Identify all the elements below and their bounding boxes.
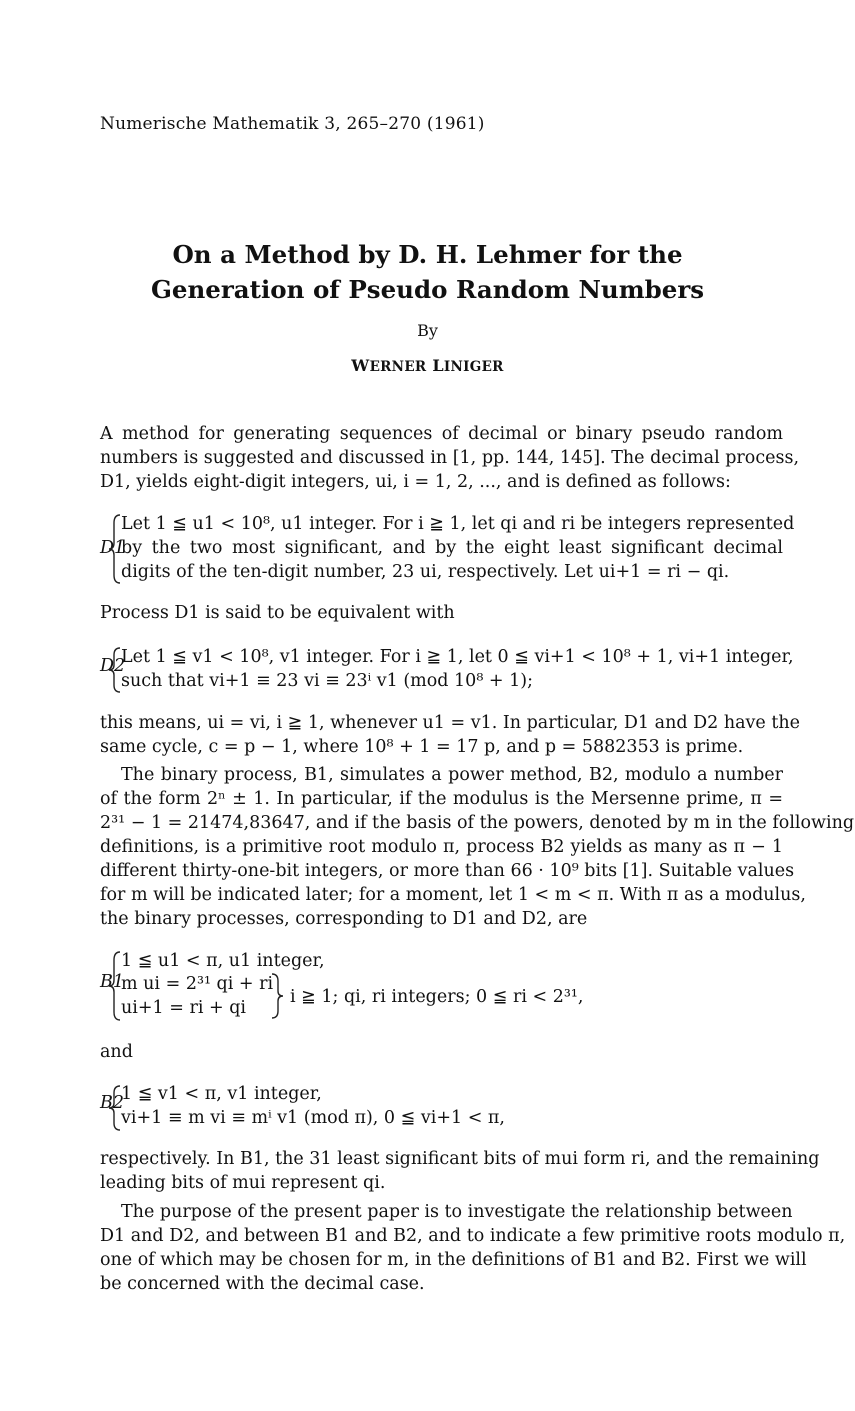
b2-line-1: 1 ≦ v1 < π, v1 integer,: [121, 1084, 322, 1104]
b2-label: B2: [100, 1093, 124, 1113]
b1-line-3: ui+1 = ri + qi: [121, 998, 247, 1018]
paper-title-line-2: Generation of Pseudo Random Numbers: [150, 275, 705, 304]
p2-line: Process D1 is said to be equivalent with: [100, 603, 455, 623]
p5-line-1: respectively. In B1, the 31 least significant bits of mui form ri, and the remaining: [100, 1149, 820, 1169]
p6-line-1: The purpose of the present paper is to investigate the relationship between: [121, 1202, 793, 1222]
p5-line-2: leading bits of mui represent qi.: [100, 1173, 386, 1193]
p4-line-3: 2³¹ − 1 = 21474,83647, and if the basis of the powers, denoted by m in the following: [100, 813, 855, 833]
b1-right-brace: [270, 972, 284, 1020]
b1-condition: i ≧ 1; qi, ri integers; 0 ≦ ri < 2³¹,: [290, 987, 584, 1007]
p6-line-3: one of which may be chosen for m, in the definitions of B1 and B2. First we will: [100, 1250, 807, 1270]
d1-brace: [108, 513, 122, 585]
p4-line-7: the binary processes, corresponding to D1 and D2, are: [100, 909, 588, 929]
b2-line-2: vi+1 ≡ m vi ≡ mⁱ v1 (mod π), 0 ≦ vi+1 < π,: [121, 1108, 505, 1128]
author-last-initial: L: [432, 356, 444, 375]
d1-line-3: digits of the ten-digit number, 23 ui, respectively. Let ui+1 = ri − qi.: [121, 562, 730, 582]
author-last-rest: INIGER: [443, 359, 504, 375]
p1-line-1: A method for generating sequences of decimal or binary pseudo random: [100, 424, 783, 444]
d1-line-1: Let 1 ≦ u1 < 10⁸, u1 integer. For i ≧ 1, let qi and ri be integers represented: [121, 514, 795, 534]
d1-line-2: by the two most significant, and by the eight least significant decimal: [121, 538, 783, 558]
p6-line-4: be concerned with the decimal case.: [100, 1274, 425, 1294]
p3-line-1: this means, ui = vi, i ≧ 1, whenever u1 = v1. In particular, D1 and D2 have the: [100, 713, 800, 733]
p6-line-2: D1 and D2, and between B1 and B2, and to indicate a few primitive roots modulo π,: [100, 1226, 846, 1246]
d2-line-2: such that vi+1 ≡ 23 vi ≡ 23ⁱ v1 (mod 10⁸ + 1);: [121, 671, 533, 691]
d1-label: D1: [100, 538, 126, 558]
p3-line-2: same cycle, c = p − 1, where 10⁸ + 1 = 17 p, and p = 5882353 is prime.: [100, 737, 744, 757]
p1-line-3: D1, yields eight-digit integers, ui, i = 1, 2, ..., and is defined as follows:: [100, 472, 731, 492]
p4-line-6: for m will be indicated later; for a moment, let 1 < m < π. With π as a modulus,: [100, 885, 806, 905]
d2-label: D2: [100, 656, 126, 676]
b2-brace: [108, 1084, 122, 1132]
p4-line-4: definitions, is a primitive root modulo π, process B2 yields as many as π − 1: [100, 837, 783, 857]
and-word: and: [100, 1042, 133, 1062]
p4-line-1: The binary process, B1, simulates a power method, B2, modulo a number: [121, 765, 783, 785]
b1-line-1: 1 ≦ u1 < π, u1 integer,: [121, 951, 325, 971]
p4-line-2: of the form 2ⁿ ± 1. In particular, if the modulus is the Mersenne prime, π =: [100, 789, 783, 809]
paper-title-line-1: On a Method by D. H. Lehmer for the: [172, 240, 683, 269]
journal-citation: Numerische Mathematik 3, 265–270 (1961): [100, 114, 485, 134]
d2-line-1: Let 1 ≦ v1 < 10⁸, v1 integer. For i ≧ 1, let 0 ≦ vi+1 < 10⁸ + 1, vi+1 integer,: [121, 647, 794, 667]
p1-line-2: numbers is suggested and discussed in [1, pp. 144, 145]. The decimal process,: [100, 448, 800, 468]
author-first-rest: ERNER: [369, 359, 427, 375]
b1-label: B1: [100, 972, 124, 992]
d2-brace: [108, 646, 122, 694]
by-label: By: [417, 321, 438, 340]
b1-line-2: m ui = 2³¹ qi + ri: [121, 974, 274, 994]
p4-line-5: different thirty-one-bit integers, or more than 66 · 10⁹ bits [1]. Suitable values: [100, 861, 795, 881]
author-name: [0, 356, 855, 375]
author-first-initial: W: [351, 356, 370, 375]
b1-brace: [108, 950, 122, 1022]
